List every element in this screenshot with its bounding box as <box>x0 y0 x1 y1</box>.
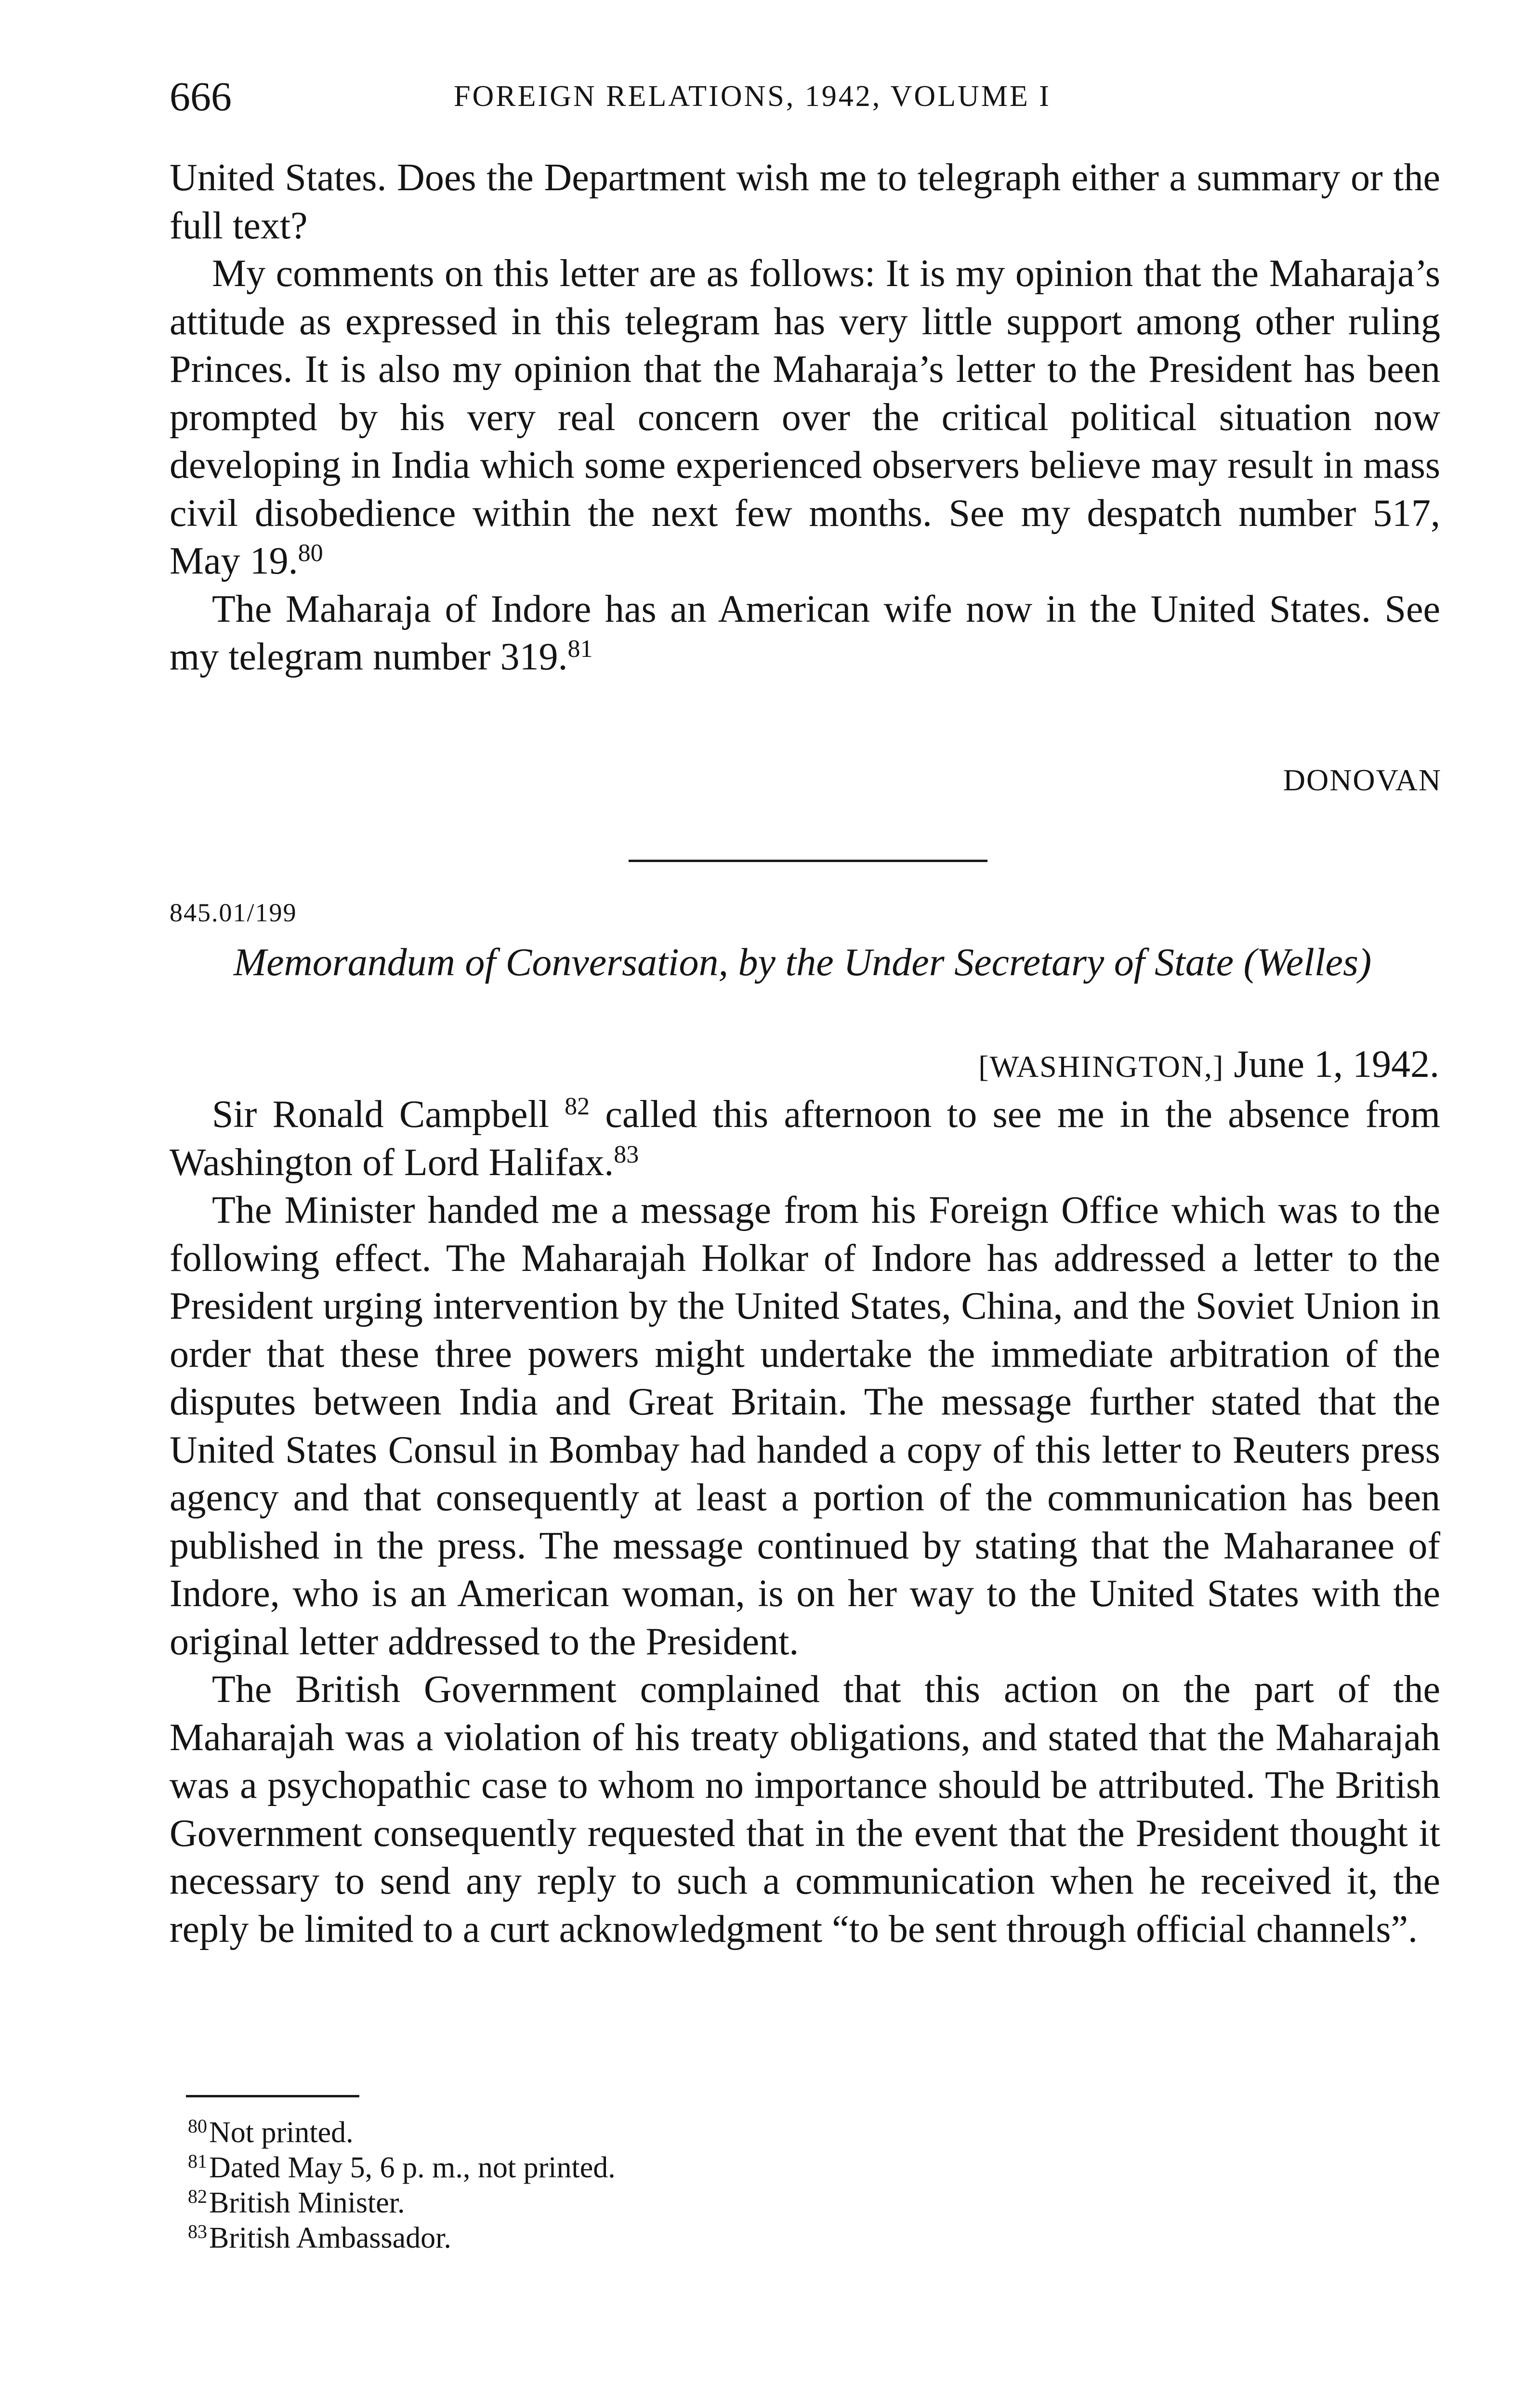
footnote-text: British Minister. <box>209 2186 405 2219</box>
telegram-text <box>170 154 1440 681</box>
memo-title: Memorandum of Conversation, by the Under Secretary of State (Welles) <box>233 940 1372 984</box>
memo-paragraph-3: The British Government complained that this action on the part of the Maharajah was a violation of his treaty obligations, and stated that the Maharajah was a psychopathic case to whom no importance should be attributed. The British Government consequently requested that in the event that the President thought it necessary to send any reply to such a communication when he received it, the reply be limited to a curt acknowledgment “to be sent through official channels”. <box>170 1668 1440 1950</box>
section-divider <box>629 860 987 862</box>
file-number: 845.01/199 <box>170 898 297 927</box>
footnote-number: 80 <box>188 2115 207 2137</box>
footnote-text: Dated May 5, 6 p. m., not printed. <box>209 2151 616 2184</box>
signature-name: DONOVAN <box>1283 763 1442 797</box>
signature <box>1283 756 1442 804</box>
running-head: FOREIGN RELATIONS, 1942, VOLUME I <box>454 80 1051 113</box>
footnote-number: 81 <box>188 2150 207 2172</box>
memo-paragraph-1-a: Sir Ronald Campbell <box>212 1093 549 1136</box>
footnote-divider <box>186 2095 359 2097</box>
footnote-number: 83 <box>188 2221 207 2242</box>
telegram-paragraph-1: United States. Does the Department wish me to telegraph either a summary or the full text? <box>170 157 1440 247</box>
telegram-paragraph-2-text: My comments on this letter are as follows: It is my opinion that the Maharaja’s attitude as expressed in this telegram has very little support among other ruling Princes. It is also my opinion that the Maharaja’s letter to the President has been prompted by his very real concern over the critical political situation now developing in India which some experienced observers believe may result in mass civil disobedience within the next few months. See my despatch number 517, May 19. <box>170 252 1440 582</box>
footnote-ref-82: 82 <box>565 1093 590 1120</box>
footnotes <box>188 2115 1055 2256</box>
page-header <box>170 63 1441 130</box>
page-number: 666 <box>170 73 232 119</box>
footnote <box>188 2115 1055 2150</box>
dateline <box>978 1040 1439 1091</box>
memo-text <box>170 1091 1440 1953</box>
dateline-date: June 1, 1942. <box>1234 1043 1439 1086</box>
telegram-paragraph-3 <box>170 586 1440 681</box>
memo-paragraph-1 <box>170 1091 1440 1187</box>
footnote-text: Not printed. <box>209 2116 354 2149</box>
telegram-paragraph-3-text: The Maharaja of Indore has an American wife now in the United States. See my telegram number 319. <box>170 588 1440 678</box>
footnote <box>188 2150 1055 2186</box>
dateline-place: [WASHINGTON,] <box>978 1049 1224 1084</box>
footnote-ref-80: 80 <box>298 539 323 567</box>
memo-paragraph-1-b: called this afternoon to see me in the absence from Washington of Lord Halifax. <box>170 1093 1441 1184</box>
footnote-text: British Ambassador. <box>209 2222 451 2254</box>
footnote <box>188 2221 1055 2256</box>
footnote-number: 82 <box>188 2186 207 2207</box>
footnote-ref-81: 81 <box>567 635 593 663</box>
footnote-ref-83: 83 <box>614 1140 639 1168</box>
telegram-paragraph-2 <box>170 250 1440 586</box>
footnote <box>188 2186 1055 2221</box>
memo-paragraph-2: The Minister handed me a message from his Foreign Office which was to the following effect. The Maharajah Holkar of Indore has addressed a letter to the President urging intervention by the United States, China, and the Soviet Union in order that these three powers might undertake the immediate arbitration of the disputes between India and Great Britain. The message further stated that the United States Consul in Bombay had handed a copy of this letter to Reuters press agency and that consequently at least a portion of the communication has been published in the press. The message continued by stating that the Maharanee of Indore, who is an American woman, is on her way to the United States with the original letter addressed to the President. <box>170 1189 1440 1663</box>
